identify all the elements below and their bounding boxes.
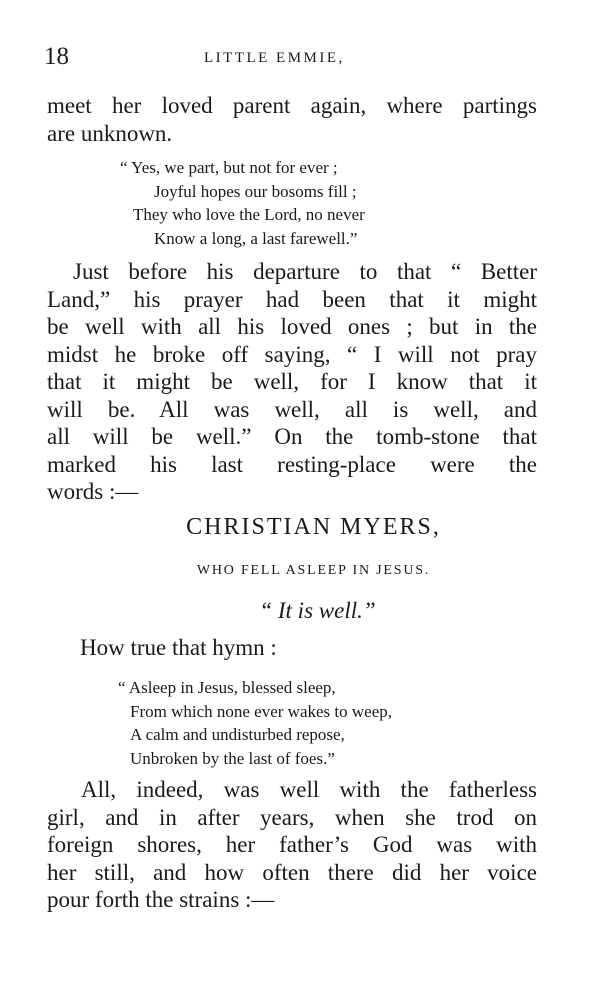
text-line: all will be well.” On the tomb-stone that [47, 424, 537, 449]
verse-line: From which none ever wakes to weep, [130, 701, 393, 721]
text-line: her still, and how often there did her voice [47, 859, 537, 885]
paragraph-fatherless-girl [47, 776, 537, 914]
epitaph-name: CHRISTIAN MYERS, [186, 514, 441, 540]
text-line: be well with all his loved ones ; but in the [47, 314, 537, 339]
text-line: Just before his departure to that “ Better [73, 259, 537, 284]
text-line: words :— [47, 479, 139, 504]
text-line: are unknown. [47, 120, 173, 146]
verse-stanza-asleep-in-jesus [118, 676, 392, 770]
text-line: girl, and in after years, when she trod on [47, 804, 537, 830]
text-line: midst he broke off saying, “ I will not pray [47, 341, 537, 367]
paragraph-continuation [47, 92, 537, 147]
verse-line: They who love the Lord, no never [133, 205, 365, 224]
verse-line: Joyful hopes our bosoms fill ; [154, 181, 357, 201]
running-title: LITTLE EMMIE, [204, 50, 345, 66]
epitaph-quote: “ It is well.” [259, 598, 376, 623]
text-line: pour forth the strains :— [47, 887, 275, 912]
verse-line: “ Asleep in Jesus, blessed sleep, [118, 678, 336, 697]
verse-line: A calm and undisturbed repose, [130, 725, 345, 744]
text-line: marked his last resting-place were the [47, 451, 537, 477]
verse-line: Know a long, a last farewell.” [154, 228, 358, 248]
running-head [44, 42, 584, 72]
text-line: Land,” his prayer had been that it might [47, 286, 537, 312]
hymn-intro: How true that hymn : [80, 635, 277, 660]
text-line: will be. All was well, all is well, and [47, 396, 537, 422]
verse-stanza-farewell [120, 156, 365, 250]
text-line: that it might be well, for I know that it [47, 369, 537, 394]
verse-line: “ Yes, we part, but not for ever ; [120, 158, 338, 177]
page-number: 18 [44, 43, 69, 70]
text-line: meet her loved parent again, where partings [47, 93, 537, 118]
text-line: All, indeed, was well with the fatherless [81, 777, 537, 802]
verse-line: Unbroken by the last of foes.” [130, 748, 335, 768]
epitaph-subtitle: WHO FELL ASLEEP IN JESUS. [196, 563, 431, 578]
paragraph-departure [47, 258, 537, 506]
text-line: foreign shores, her father’s God was with [47, 832, 537, 857]
